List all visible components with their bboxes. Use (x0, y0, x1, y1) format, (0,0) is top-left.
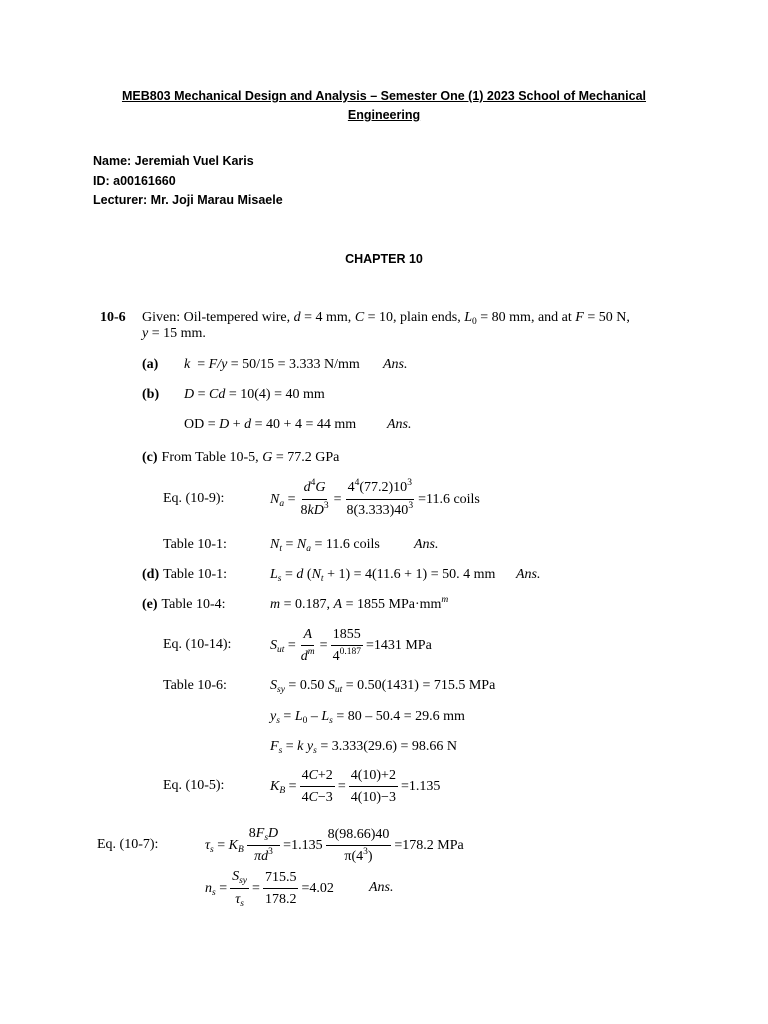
denominator (344, 500, 415, 520)
equals-sign: = (252, 881, 260, 896)
text-run: 1855 (332, 626, 361, 642)
variable-d: d (303, 480, 311, 495)
part-a-expression (184, 357, 360, 373)
text-run: 8 (300, 503, 308, 518)
text-run: = (281, 537, 297, 552)
part-b-label: (b) (142, 387, 160, 402)
text-run: (77.2)10 (359, 480, 408, 495)
text-run: = 10(4) = 40 mm (225, 387, 325, 402)
variable-d: d (296, 567, 304, 582)
text-run: 4 (347, 480, 355, 495)
intermediate-value: =1.135 (283, 838, 323, 853)
variable-f: F (270, 739, 279, 754)
part-d-label: (d) (142, 567, 160, 582)
superscript: 4 (310, 478, 316, 488)
answer-marker: Ans. (414, 537, 439, 552)
variable-n: N (311, 567, 321, 582)
fraction (299, 627, 317, 666)
text-run: = 1855 MPa·mm (342, 597, 442, 612)
subscript: t (320, 574, 324, 584)
text-run: = (279, 709, 295, 724)
text-run: 4 (301, 790, 309, 805)
text-run: = 77.2 GPa (272, 450, 340, 465)
subscript: s (329, 716, 333, 726)
variable-pi: π (254, 849, 262, 864)
variable-k: k (184, 357, 191, 372)
answer-marker: Ans. (516, 567, 541, 582)
equation-reference: Eq. (10-14): (163, 637, 232, 652)
fraction (331, 627, 363, 666)
variable-d: d (300, 648, 308, 664)
equation-result: =11.6 coils (418, 492, 480, 507)
variable-tau: τ (205, 837, 211, 853)
superscript: 3 (407, 478, 412, 488)
student-id: ID: a00161660 (93, 174, 176, 188)
text-run: = 3.333(29.6) = 98.66 N (316, 739, 458, 754)
variable-s: S (270, 637, 277, 653)
equals-sign: = (319, 638, 328, 653)
equation-10-14 (270, 624, 432, 668)
denominator (342, 846, 374, 866)
subscript: s (210, 844, 214, 855)
text-run: – (307, 709, 322, 724)
equation-reference: Eq. (10-9): (163, 491, 225, 506)
material-constants-expression (270, 597, 448, 614)
equation-reference: Eq. (10-7): (97, 837, 159, 852)
denominator (233, 889, 246, 909)
given-statement-line-2 (142, 326, 206, 342)
variable-k: K (270, 778, 280, 794)
shear-yield-expression (270, 678, 495, 695)
text-run: = 4 mm, (300, 310, 355, 325)
solid-deflection-expression (270, 709, 465, 726)
text-run: 4 (332, 648, 340, 664)
variable-tau: τ (235, 892, 241, 907)
variable-m: m (270, 597, 281, 612)
subscript: s (278, 746, 283, 756)
variable-d-mean: D (268, 826, 279, 841)
part-a-label: (a) (142, 357, 159, 372)
subscript: ut (277, 644, 285, 655)
equation-result: =1.135 (400, 779, 441, 794)
part-b-expression-2 (184, 417, 356, 433)
problem-number: 10-6 (100, 310, 126, 325)
part-c-line (142, 450, 339, 466)
answer-marker: Ans. (383, 357, 408, 372)
solid-force-expression (270, 739, 457, 756)
text-run: 4(10)−3 (350, 790, 396, 805)
equation-result: =1431 MPa (365, 638, 432, 653)
superscript: 3 (268, 847, 273, 857)
text-run: = 10, plain ends, (364, 310, 465, 325)
subscript: ut (334, 685, 343, 695)
text-run: Given: Oil-tempered wire, (142, 310, 294, 325)
subscript: s (264, 833, 269, 843)
fraction (299, 480, 331, 520)
text-run: OD = (184, 417, 220, 432)
text-run: = 15 mm. (148, 326, 206, 341)
numerator (349, 768, 398, 787)
course-title-line-2: Engineering (347, 108, 421, 122)
text-run: = 0.50 (284, 678, 328, 693)
equation-lhs (270, 492, 296, 509)
text-run: 4 (301, 768, 309, 783)
variable-y: y (270, 709, 277, 724)
variable-kd: kD (307, 503, 324, 518)
student-name: Name: Jeremiah Vuel Karis (93, 154, 254, 168)
given-statement-line-1 (142, 310, 630, 327)
fraction (230, 869, 249, 909)
text-run: 178.2 (264, 892, 297, 907)
variable-g: G (262, 450, 273, 465)
subscript: 0 (472, 317, 477, 327)
answer-marker: Ans. (369, 880, 394, 895)
solid-length-expression (270, 567, 495, 584)
variable-l: L (270, 567, 278, 582)
equation-reference: Eq. (10-5): (163, 778, 225, 793)
variable-a: A (303, 626, 313, 642)
denominator (263, 889, 299, 908)
answer-marker: Ans. (387, 417, 412, 432)
superscript: 3 (323, 501, 329, 511)
part-e-line (142, 597, 226, 613)
equals-sign: = (333, 492, 342, 507)
text-run: 8 (248, 826, 256, 841)
numerator (230, 869, 249, 889)
subscript: s (313, 746, 317, 756)
total-coils-expression (270, 537, 380, 554)
text-run: −3 (317, 790, 333, 805)
subscript: t (279, 544, 282, 554)
variable-d: d (293, 310, 301, 325)
equation-lhs (205, 881, 227, 898)
superscript: 0.187 (339, 646, 361, 657)
variable-f: F (575, 310, 584, 325)
variable-l: L (294, 709, 303, 724)
superscript: 3 (363, 846, 368, 857)
equation-result: =178.2 MPa (394, 838, 464, 853)
variable-y: y (142, 326, 149, 341)
numerator (263, 870, 299, 889)
subscript: a (279, 498, 285, 509)
numerator (302, 480, 328, 500)
text-run: + (229, 417, 245, 432)
superscript: 4 (354, 478, 360, 488)
numerator (346, 480, 414, 500)
equation-10-7 (205, 824, 464, 868)
variable-s: S (327, 678, 335, 693)
variable-s: S (232, 869, 240, 884)
numerator (300, 768, 335, 787)
subscript: B (279, 785, 286, 796)
text-run: = 40 + 4 = 44 mm (251, 417, 357, 432)
text-run: = (282, 739, 298, 754)
variable-c: C (354, 310, 365, 325)
text-run: = 80 – 50.4 = 29.6 mm (332, 709, 465, 724)
chapter-heading: CHAPTER 10 (345, 252, 423, 266)
text-run: 715.5 (264, 870, 297, 885)
subscript: 0 (302, 716, 308, 726)
table-reference: Table 10-1: (163, 537, 227, 552)
variable-f-over-y: F/y (208, 357, 228, 372)
equals-sign: = (285, 778, 297, 794)
subscript: sy (277, 685, 285, 695)
text-run: = 11.6 coils (310, 537, 380, 552)
text-run: = (190, 357, 209, 372)
variable-k-y: k y (297, 739, 314, 754)
superscript: 3 (408, 501, 414, 511)
variable-l: L (321, 709, 330, 724)
lecturer-name: Lecturer: Mr. Joji Marau Misaele (93, 193, 283, 207)
text-run: From Table 10-5, (161, 450, 263, 465)
subscript: sy (239, 876, 248, 886)
variable-d-mean: D (184, 387, 195, 402)
variable-d-mean: D (219, 417, 230, 432)
safety-factor-equation (205, 867, 334, 911)
denominator (349, 787, 398, 806)
subscript: s (240, 899, 244, 909)
text-run: 8(3.333)40 (346, 503, 409, 518)
variable-n: n (205, 880, 212, 896)
text-run: + 1) = 4(11.6 + 1) = 50. 4 mm (323, 567, 496, 582)
equals-sign: = (284, 491, 296, 507)
fraction (326, 827, 392, 866)
equation-result: =4.02 (301, 881, 334, 896)
numerator (326, 827, 392, 846)
variable-c: C (308, 768, 318, 783)
variable-d: d (244, 417, 252, 432)
text-run: = 0.187, (280, 597, 334, 612)
course-title-line-1: MEB803 Mechanical Design and Analysis – Semester One (1) 2023 School of Mechanical (121, 89, 647, 103)
denominator (300, 787, 335, 806)
equals-sign: = (215, 880, 228, 896)
equation-lhs (270, 779, 297, 796)
fraction (247, 826, 280, 866)
denominator (252, 846, 275, 866)
fraction (300, 768, 335, 806)
variable-g: G (315, 480, 326, 495)
numerator (247, 826, 280, 846)
variable-d: d (261, 849, 269, 864)
text-run: 4(10)+2 (350, 768, 396, 783)
text-run: 8(98.66)40 (327, 826, 390, 842)
variable-a: A (333, 597, 343, 612)
equation-lhs (205, 838, 244, 855)
denominator (331, 646, 363, 666)
fraction (349, 768, 398, 806)
subscript: s (277, 574, 282, 584)
variable-f: F (255, 826, 265, 841)
part-d-line (142, 567, 227, 583)
table-reference: Table 10-4: (161, 597, 226, 612)
text-run: = (194, 387, 210, 402)
part-c-label: (c) (142, 450, 158, 465)
variable-n: N (296, 537, 307, 552)
text-run: = 50 N, (583, 310, 630, 325)
equals-sign: = (337, 779, 346, 794)
table-reference: Table 10-1: (163, 567, 228, 582)
denominator (299, 646, 317, 666)
variable-n: N (270, 491, 280, 507)
equation-lhs (270, 638, 296, 655)
subscript: s (276, 716, 280, 726)
subscript: a (306, 544, 311, 554)
table-reference: Table 10-6: (163, 678, 227, 693)
text-run: +2 (317, 768, 333, 783)
superscript: m (307, 646, 315, 657)
equation-10-5 (270, 765, 440, 809)
fraction (344, 480, 415, 520)
equals-sign: = (213, 837, 229, 853)
variable-k: K (228, 837, 238, 853)
subscript: s (212, 887, 216, 898)
text-run: = 80 mm, and at (476, 310, 576, 325)
variable-n: N (270, 537, 280, 552)
text-run: π(4 (344, 848, 364, 864)
text-run: = (281, 567, 297, 582)
text-run: ( (303, 567, 312, 582)
variable-cd: Cd (209, 387, 226, 402)
part-e-label: (e) (142, 597, 158, 612)
text-run: = 50/15 = 3.333 N/mm (227, 357, 360, 372)
part-b-expression-1 (184, 387, 325, 403)
fraction (263, 870, 299, 908)
subscript: B (237, 844, 244, 855)
variable-c: C (308, 790, 318, 805)
variable-s: S (270, 678, 277, 693)
variable-l: L (464, 310, 473, 325)
text-run: = 0.50(1431) = 715.5 MPa (342, 678, 496, 693)
superscript: m (441, 595, 449, 605)
equals-sign: = (284, 637, 296, 653)
text-run: ) (367, 848, 373, 864)
equation-10-9 (270, 478, 480, 522)
denominator (299, 500, 331, 520)
